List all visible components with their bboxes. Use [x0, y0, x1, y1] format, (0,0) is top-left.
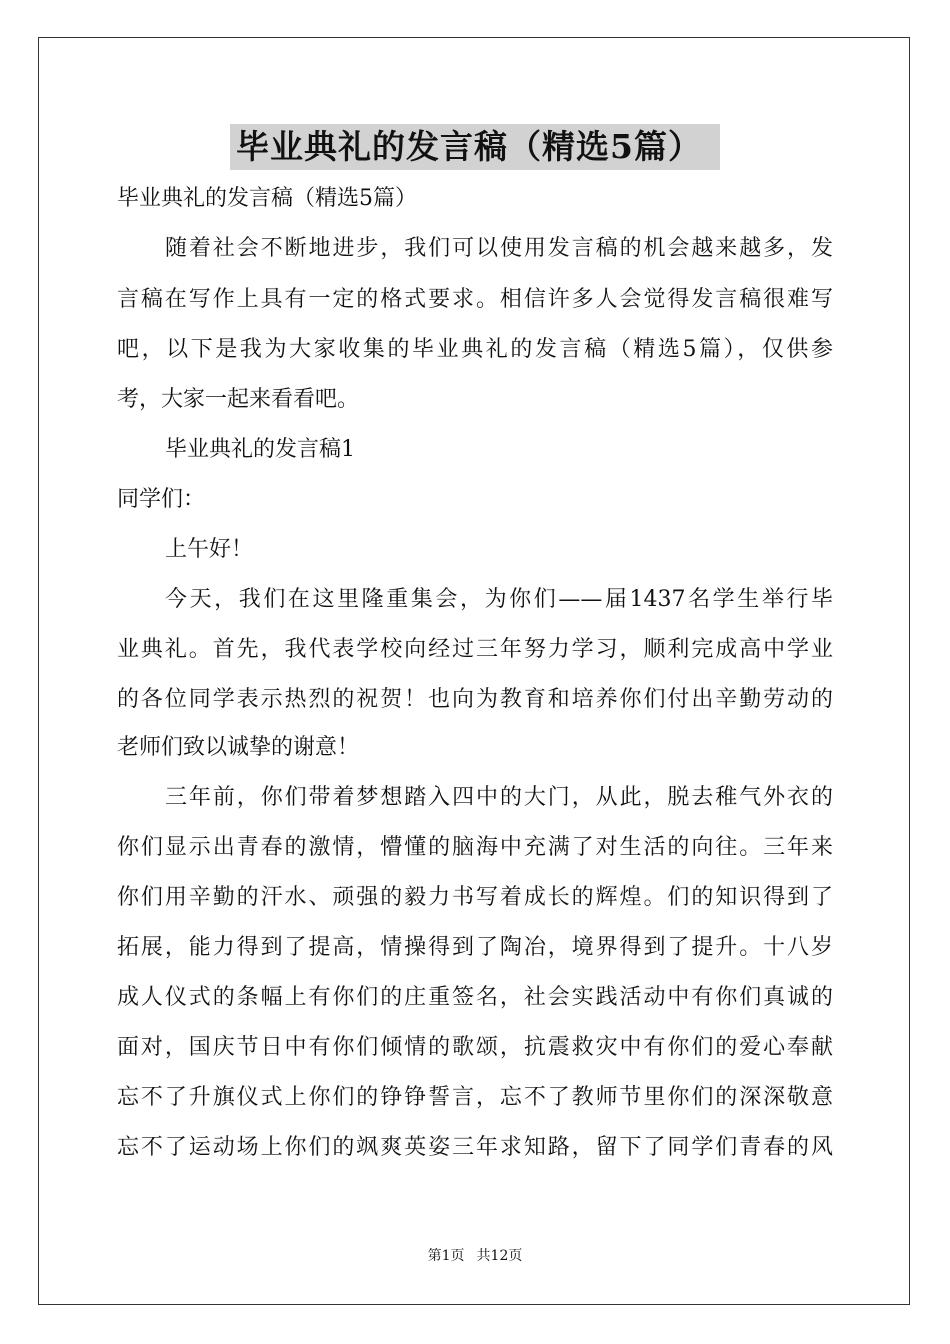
paragraph-line[interactable]: 忘不了升旗仪式上你们的铮铮誓言，忘不了教师节里你们的深深敬意 — [117, 1085, 833, 1110]
paragraph-line[interactable]: 三年前，你们带着梦想踏入四中的大门，从此，脱去稚气外衣的 — [165, 785, 833, 810]
paragraph-line[interactable]: 拓展，能力得到了提高，情操得到了陶冶，境界得到了提升。十八岁 — [117, 935, 833, 960]
paragraph-line[interactable]: 忘不了运动场上你们的飒爽英姿三年求知路，留下了同学们青春的风 — [117, 1135, 833, 1160]
salutation-line[interactable]: 同学们： — [117, 487, 206, 512]
paragraph-line[interactable]: 面对，国庆节日中有你们倾情的歌颂，抗震救灾中有你们的爱心奉献 — [117, 1035, 833, 1060]
page-total: 共12页 — [476, 1248, 523, 1264]
paragraph-line[interactable]: 随着社会不断地进步，我们可以使用发言稿的机会越来越多，发 — [165, 236, 833, 261]
paragraph-line[interactable]: 业典礼。首先，我代表学校向经过三年努力学习，顺利完成高中学业 — [117, 637, 833, 662]
paragraph-line[interactable]: 吧，以下是我为大家收集的毕业典礼的发言稿（精选5篇），仅供参 — [117, 337, 833, 362]
paragraph-line[interactable]: 你们用辛勤的汗水、顽强的毅力书写着成长的辉煌。们的知识得到了 — [117, 885, 833, 910]
document-title[interactable]: 毕业典礼的发言稿（精选5篇） — [230, 124, 720, 170]
paragraph-line[interactable]: 老师们致以诚挚的谢意！ — [117, 735, 360, 760]
paragraph-line[interactable]: 你们显示出青春的激情，懵懂的脑海中充满了对生活的向往。三年来 — [117, 835, 833, 860]
page-border — [38, 37, 910, 1305]
subtitle-line[interactable]: 毕业典礼的发言稿（精选5篇） — [117, 186, 417, 211]
paragraph-line[interactable]: 的各位同学表示热烈的祝贺！也向为教育和培养你们付出辛勤劳动的 — [117, 687, 833, 712]
page-footer — [0, 1247, 950, 1265]
greeting-line[interactable]: 上午好！ — [165, 537, 254, 562]
paragraph-line[interactable]: 言稿在写作上具有一定的格式要求。相信许多人会觉得发言稿很难写 — [117, 287, 833, 312]
paragraph-line[interactable]: 今天，我们在这里隆重集会，为你们——届1437名学生举行毕 — [165, 587, 833, 612]
title-container — [0, 124, 950, 170]
paragraph-line[interactable]: 考，大家一起来看看吧。 — [117, 387, 360, 412]
paragraph-line[interactable]: 成人仪式的条幅上有你们的庄重签名，社会实践活动中有你们真诚的 — [117, 985, 833, 1010]
page-number: 第1页 — [427, 1248, 465, 1264]
section-heading[interactable]: 毕业典礼的发言稿1 — [165, 437, 355, 462]
